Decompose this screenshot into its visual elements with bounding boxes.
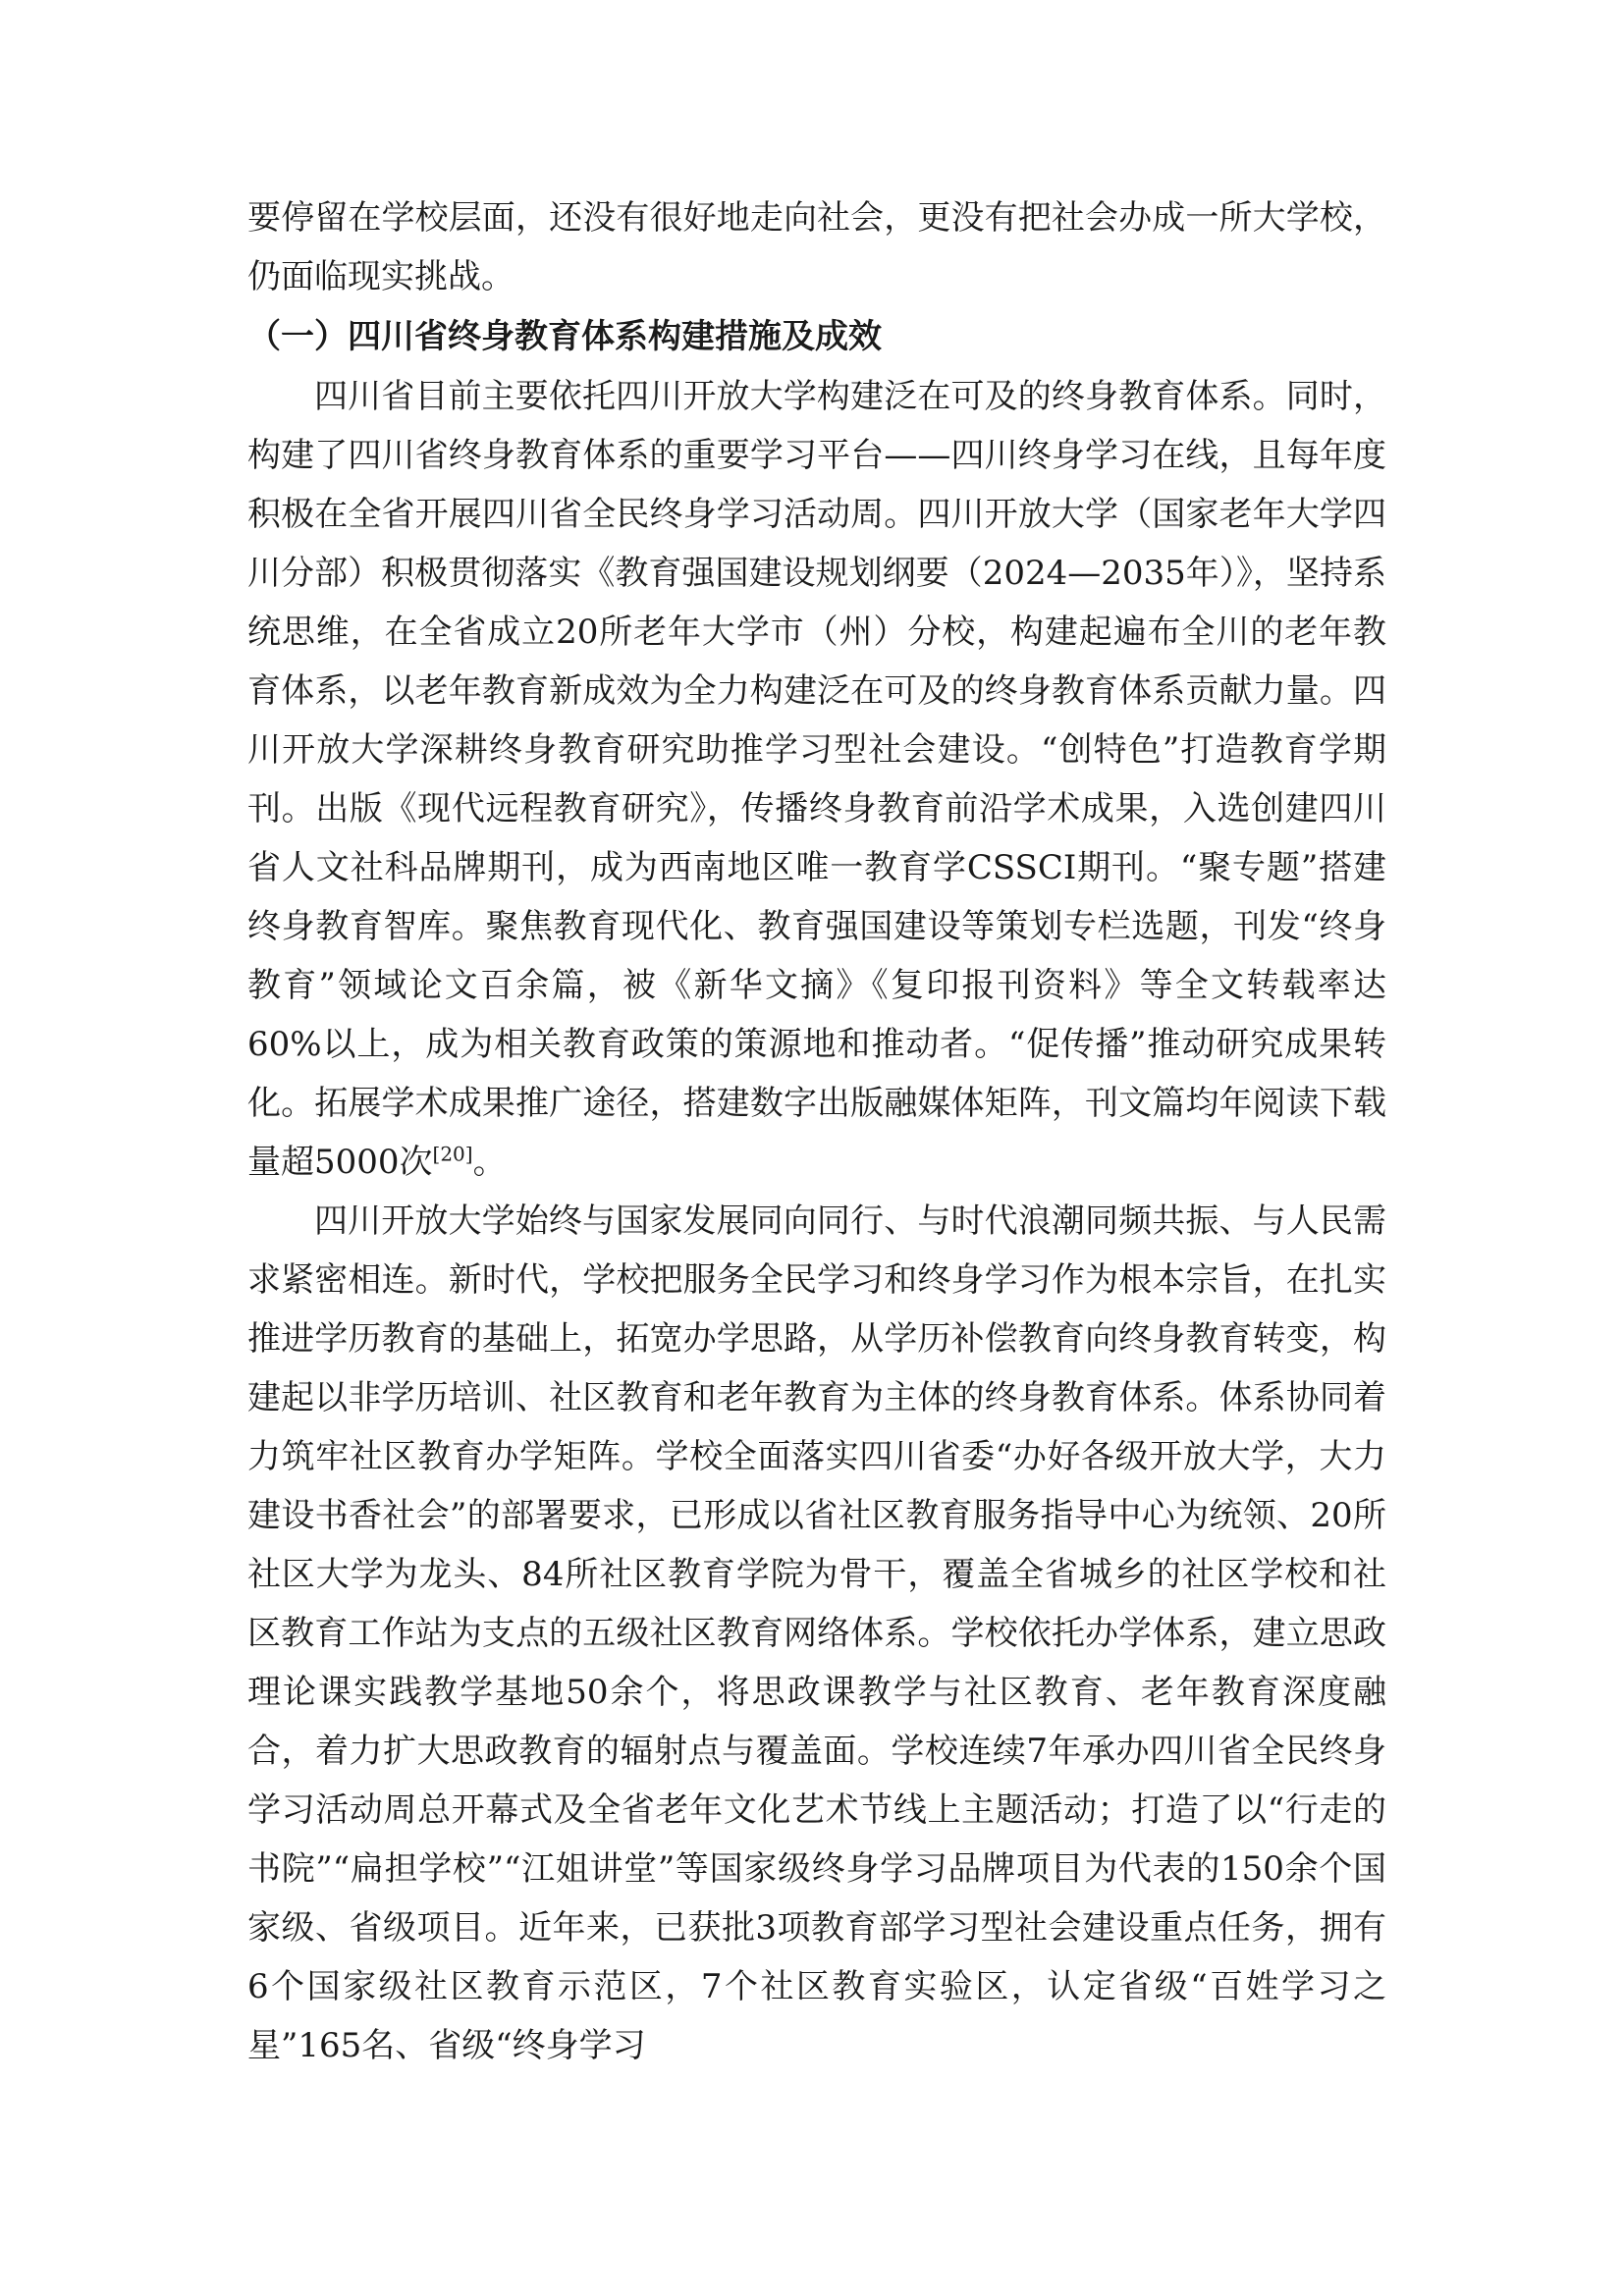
section-heading: （一）四川省终身教育体系构建措施及成效 (247, 317, 882, 356)
document-body (247, 188, 1386, 2075)
paragraph-1-end: 。 (472, 1143, 507, 1182)
intro-paragraph: 要停留在学校层面，还没有很好地走向社会，更没有把社会办成一所大学校，仍面临现实挑战。 (247, 198, 1386, 296)
paragraph-1-text: 四川省目前主要依托四川开放大学构建泛在可及的终身教育体系。同时，构建了四川省终身教育体系的重要学习平台——四川终身学习在线，且每年度积极在全省开展四川省全民终身学习活动周。四川开放大学（国家老年大学四川分部）积极贯彻落实《教育强国建设规划纲要（2024—2035年）》，坚持系统思维，在全省成立20所老年大学市（州）分校，构建起遍布全川的老年教育体系，以老年教育新成效为全力构建泛在可及的终身教育体系贡献力量。四川开放大学深耕终身教育研究助推学习型社会建设。“创特色”打造教育学期刊。出版《现代远程教育研究》，传播终身教育前沿学术成果，入选创建四川省人文社科品牌期刊，成为西南地区唯一教育学CSSCI期刊。“聚专题”搭建终身教育智库。聚焦教育现代化、教育强国建设等策划专栏选题，刊发“终身教育”领域论文百余篇，被《新华文摘》《复印报刊资料》等全文转载率达60%以上，成为相关教育政策的策源地和推动者。“促传播”推动研究成果转化。拓展学术成果推广途径，搭建数字出版融媒体矩阵，刊文篇均年阅读下载量超5000次 (247, 377, 1386, 1182)
paragraph-1 (247, 367, 1386, 1192)
paragraph-2: 四川开放大学始终与国家发展同向同行、与时代浪潮同频共振、与人民需求紧密相连。新时代，学校把服务全民学习和终身学习作为根本宗旨，在扎实推进学历教育的基础上，拓宽办学思路，从学历补偿教育向终身教育转变，构建起以非学历培训、社区教育和老年教育为主体的终身教育体系。体系协同着力筑牢社区教育办学矩阵。学校全面落实四川省委“办好各级开放大学，大力建设书香社会”的部署要求，已形成以省社区教育服务指导中心为统领、20所社区大学为龙头、84所社区教育学院为骨干，覆盖全省城乡的社区学校和社区教育工作站为支点的五级社区教育网络体系。学校依托办学体系，建立思政理论课实践教学基地50余个，将思政课教学与社区教育、老年教育深度融合，着力扩大思政教育的辐射点与覆盖面。学校连续7年承办四川省全民终身学习活动周总开幕式及全省老年文化艺术节线上主题活动；打造了以“行走的书院”“扁担学校”“江姐讲堂”等国家级终身学习品牌项目为代表的150余个国家级、省级项目。近年来，已获批3项教育部学习型社会建设重点任务，拥有6个国家级社区教育示范区，7个社区教育实验区，认定省级“百姓学习之星”165名、省级“终身学习 (247, 1201, 1386, 2065)
citation-marker: [20] (432, 1142, 473, 1166)
